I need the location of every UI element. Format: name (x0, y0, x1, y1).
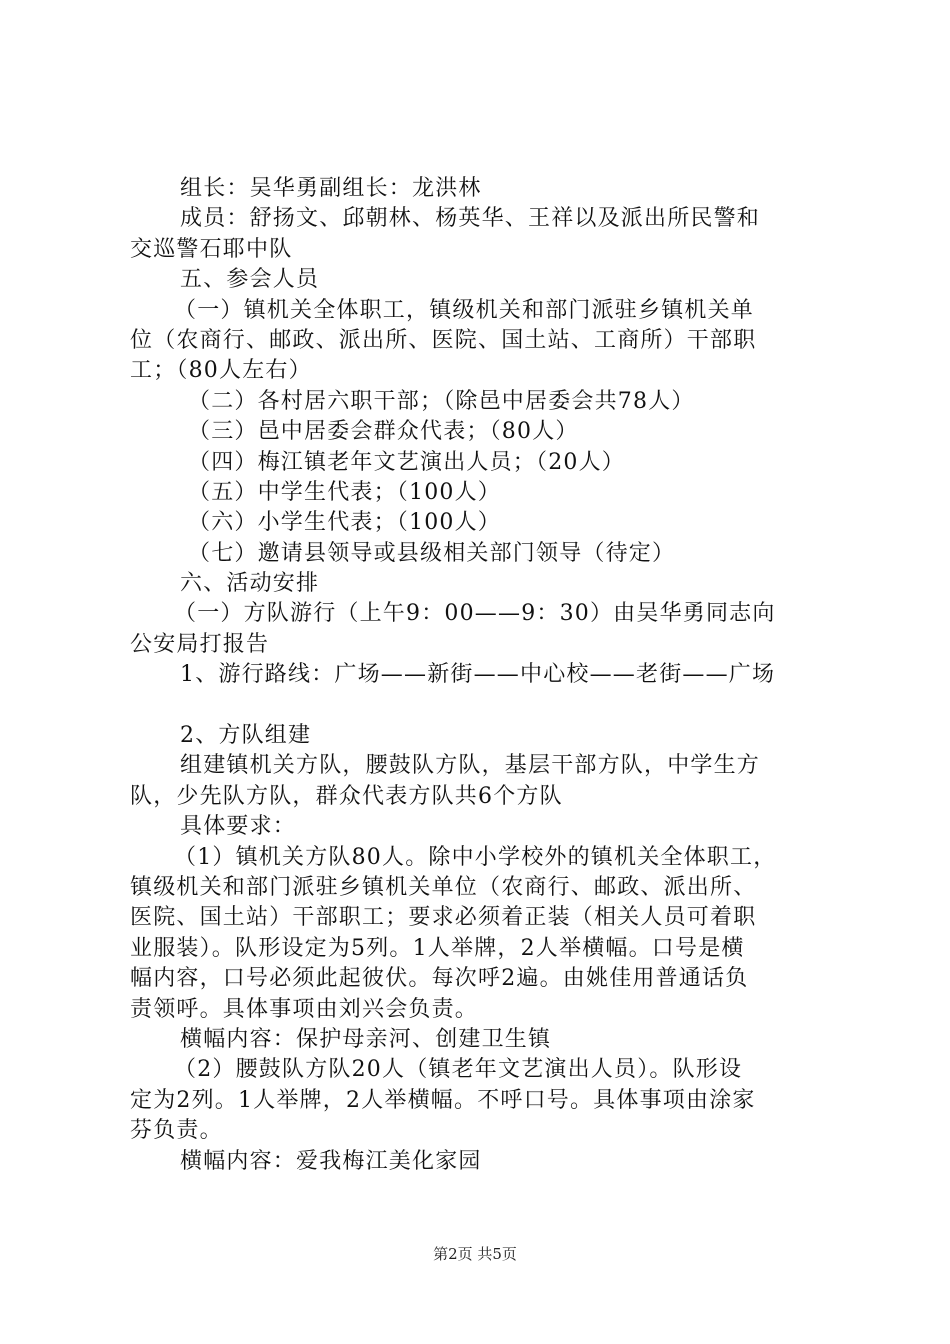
text-line: 芬负责。 (130, 1118, 223, 1144)
text-line: （二）各村居六职干部；（除邑中居委会共78人） (188, 388, 695, 414)
text-line: 公安局打报告 (130, 631, 270, 657)
text-line: 六、活动安排 (180, 571, 320, 597)
text-line: （四）梅江镇老年文艺演出人员；（20人） (188, 449, 625, 475)
blank-line (130, 691, 832, 721)
text-line: （一）镇机关全体职工，镇级机关和部门派驻乡镇机关单 (174, 297, 755, 323)
text-line: 责领呼。具体事项由刘兴会负责。 (130, 996, 479, 1022)
text-line: 横幅内容：保护母亲河、创建卫生镇 (180, 1026, 552, 1052)
text-line: 组长：吴华勇副组长：龙洪林 (180, 176, 482, 201)
text-line: （六）小学生代表；（100人） (188, 510, 501, 536)
text-line: 位（农商行、邮政、派出所、医院、国土站、工商所）干部职 (130, 327, 757, 353)
text-line: 业服装）。队形设定为5列。1人举牌，2人举横幅。口号是横 (130, 935, 745, 961)
text-line: 2、方队组建 (180, 723, 312, 749)
text-line: 镇级机关和部门派驻乡镇机关单位（农商行、邮政、派出所、 (130, 874, 757, 900)
text-line: （七）邀请县领导或县级相关部门领导（待定） (188, 540, 676, 566)
text-line: （五）中学生代表；（100人） (188, 479, 501, 505)
document-body (130, 174, 832, 1177)
text-line: 幅内容，口号必须此起彼伏。每次呼2遍。由姚佳用普通话负 (130, 966, 749, 992)
text-line: （一）方队游行（上午9：00——9：30）由吴华勇同志向 (174, 601, 776, 627)
text-line: 具体要求： (180, 814, 297, 840)
text-line: （1）镇机关方队80人。除中小学校外的镇机关全体职工， (174, 844, 777, 870)
page-footer: 第2页 共5页 (433, 1245, 517, 1263)
text-line: 五、参会人员 (180, 267, 320, 293)
text-line: 交巡警石耶中队 (130, 236, 293, 262)
text-line: 定为2列。1人举牌，2人举横幅。不呼口号。具体事项由涂家 (130, 1087, 756, 1113)
text-line: 工；（80人左右） (130, 358, 312, 384)
text-line: 医院、国土站）干部职工；要求必须着正装（相关人员可着职 (130, 905, 757, 931)
text-line: （三）邑中居委会群众代表；（80人） (188, 419, 579, 445)
text-line: 队，少先队方队，群众代表方队共6个方队 (130, 783, 563, 809)
text-line: 横幅内容：爱我梅江美化家园 (180, 1148, 482, 1174)
text-line: 成员：舒扬文、邱朝林、杨英华、王祥以及派出所民警和 (180, 206, 761, 232)
text-line: 1、游行路线：广场——新街——中心校——老街——广场 (180, 662, 776, 688)
text-line: 组建镇机关方队，腰鼓队方队，基层干部方队，中学生方 (180, 753, 761, 779)
text-line: （2）腰鼓队方队20人（镇老年文艺演出人员）。队形设 (174, 1057, 743, 1083)
